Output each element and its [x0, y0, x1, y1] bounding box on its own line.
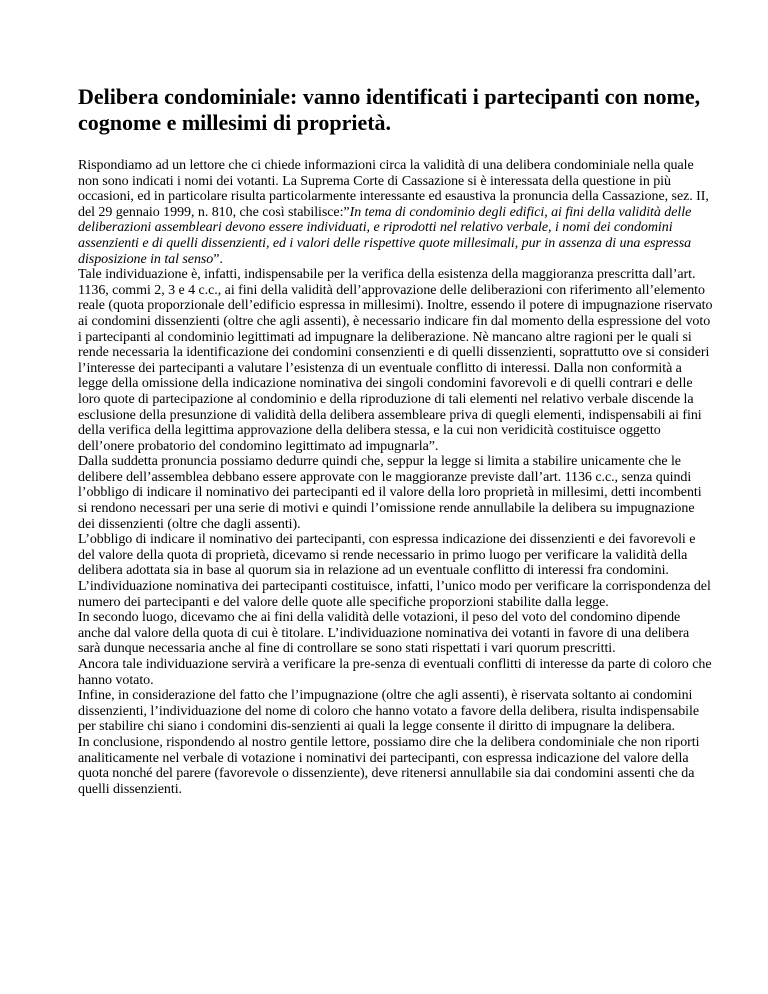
paragraph-7: Infine, in considerazione del fatto che l’impugnazione (oltre che agli assenti), è riservata soltanto ai condomini dissenzienti, l’individuazione del nome di coloro che hanno votato a favore della delibera, risulta indispensabile per stabilire chi siano i condomini dis-senzienti ai quali la legge consente il diritto di impugnare la delibera.	[78, 688, 699, 735]
paragraph-3: Dalla suddetta pronuncia possiamo dedurre quindi che, seppur la legge si limita a stabilire unicamente che le delibere dell’assemblea debbano essere approvate con le maggioranze previste dall’art. 1136 c.c., senza quindi l’obbligo di indicare il nominativo dei partecipanti ed il valore della loro proprietà in millesimi, detti incombenti si rendono necessari per una serie di motivi e quindi l’omissione rende annullabile la delibera su impugnazione dei dissenzienti (oltre che dagli assenti).	[78, 454, 702, 532]
paragraph-6: Ancora tale individuazione servirà a verificare la pre-senza di eventuali conflitti di interesse da parte di coloro che hanno votato.	[78, 657, 712, 688]
court-quote: In tema di condominio degli edifici, ai fini della validità delle deliberazioni assembleari devono essere individuati, e riprodotti nel relativo verbale, i nomi dei condomini assenzienti e di quelli dissenzienti, ed i valori delle rispettive quote millesimali, pur in assenza di una espressa disposizione in tal senso	[78, 204, 692, 267]
quote-end: ”.	[213, 251, 223, 267]
paragraph-4: L’obbligo di indicare il nominativo dei partecipanti, con espressa indicazione dei dissenzienti e dei favorevoli e del valore della quota di proprietà, dicevamo si rende necessario in primo luogo per verificare la validità della delibera adottata sia in base al quorum sia in relazione ad un eventuale conflitto di interessi fra condomini. L’individuazione nominativa dei partecipanti costituisce, infatti, l’unico modo per verificare la corrispondenza del numero dei partecipanti e del valore delle quote alle specifiche proporzioni stabilite dalla legge.	[78, 532, 711, 610]
document-title: Delibera condominiale: vanno identificati i partecipanti con nome, cognome e millesimi di proprietà.	[78, 84, 701, 135]
paragraph-2: Tale individuazione è, infatti, indispensabile per la verifica della esistenza della maggioranza prescritta dall’art. 1136, commi 2, 3 e 4 c.c., ai fini della validità dell’approvazione delle deliberazioni con riferimento all’elemento reale (quota proporzionale dell’edificio espressa in millesimi). Inoltre, essendo il potere di impugnazione riservato ai condomini dissenzienti (oltre che agli assenti), è necessario indicare fin dal momento della espressione del voto i partecipanti al condominio legittimati ad impugnare la deliberazione. Nè mancano altre ragioni per le quali si rende necessaria la identificazione dei condomini consenzienti e di quelli dissenzienti, soprattutto ove si consideri l’interesse dei partecipanti a valutare l’esistenza di un eventuale conflitto di interessi. Dalla non conformità a legge della omissione della indicazione nominativa dei singoli condomini favorevoli e di quelli contrari e delle loro quote di partecipazione al condominio e della riproduzione di tali elementi nel relativo verbale discende la esclusione della presunzione di validità della delibera assembleare priva di quegli elementi, indispensabili ai fini della verifica della legittima approvazione della delibera stessa, e la cui non veridicità costituisce oggetto dell’onere probatorio del condomino legittimato ad impugnarla”.	[78, 267, 713, 454]
intro-text: Rispondiamo ad un lettore che ci chiede informazioni circa la validità di una delibera condominiale nella quale non sono indicati i nomi dei votanti. La Suprema Corte di Cassazione si è interessata della questione in più occasioni, ed in particolare risulta particolarmente interessante ed esaustiva la pronuncia della Cassazione, sez. II, del 29 gennaio 1999, n. 810, che così stabilisce:”	[78, 158, 709, 220]
paragraph-intro	[78, 158, 714, 267]
paragraph-8: In conclusione, rispondendo al nostro gentile lettore, possiamo dire che la delibera condominiale che non riporti analiticamente nel verbale di votazione i nominativi dei partecipanti, con espressa indicazione del valore della quota nonché del parere (favorevole o dissenziente), deve ritenersi annullabile sia dai condomini assenti che da quelli dissenzienti.	[78, 734, 700, 797]
document-page	[78, 84, 714, 797]
document-body	[78, 158, 714, 797]
paragraph-5: In secondo luogo, dicevamo che ai fini della validità delle votazioni, il peso del voto del condomino dipende anche dal valore della quota di cui è titolare. L’individuazione nominativa dei votanti in favore di una delibera sarà dunque necessaria anche al fine di controllare se sono stati rispettati i vari quorum prescritti.	[78, 610, 690, 657]
